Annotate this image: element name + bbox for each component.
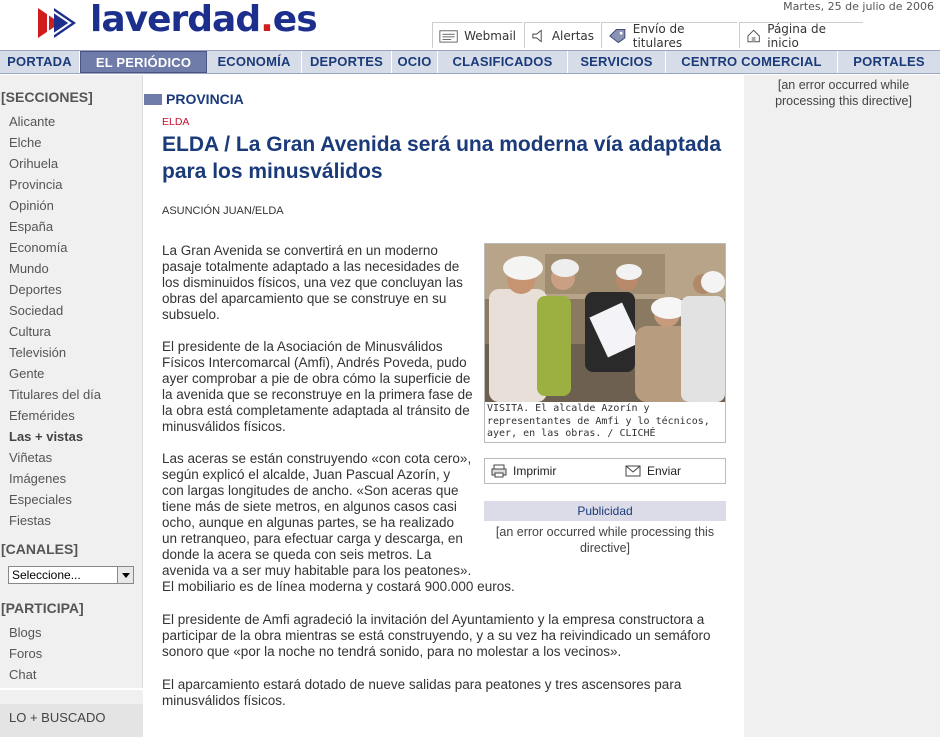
- article-tools: [484, 458, 726, 484]
- sidebar-item-economia[interactable]: Economía: [9, 240, 68, 255]
- article-byline: ASUNCIÓN JUAN/ELDA: [162, 205, 284, 217]
- secciones-list: [0, 111, 143, 531]
- send-button[interactable]: [625, 464, 681, 478]
- section-heading: [144, 91, 244, 107]
- logo-arrows-icon: [34, 2, 90, 44]
- participa-list: [0, 622, 143, 685]
- article-paragraph-5: El aparcamiento estará dotado de nueve salidas para peatones y tres ascensores para minusválidos físicos.: [162, 677, 682, 708]
- lo-mas-buscado-tab[interactable]: [0, 688, 143, 737]
- canales-title: [CANALES]: [1, 541, 78, 557]
- alertas-link[interactable]: [524, 22, 600, 48]
- print-label: Imprimir: [513, 464, 557, 478]
- nav-economia[interactable]: ECONOMÍA: [207, 51, 302, 73]
- webmail-label: Webmail: [464, 28, 516, 43]
- envio-titulares-link[interactable]: [601, 22, 737, 48]
- photo-caption: VISITA. El alcalde Azorín y representantes de Amfi y lo técnicos, ayer, en las obras. / CLICHÉ: [487, 403, 710, 439]
- site-logo[interactable]: [34, 2, 324, 44]
- sidebar-item-elche[interactable]: Elche: [9, 135, 42, 150]
- nav-el-periodico[interactable]: EL PERIÓDICO: [80, 51, 207, 73]
- home-icon: [746, 28, 761, 44]
- sidebar-item-foros[interactable]: Foros: [9, 646, 43, 661]
- article-headline: ELDA / La Gran Avenida será una moderna vía adaptada para los minusválidos: [162, 133, 722, 183]
- nav-centro-comercial[interactable]: CENTRO COMERCIAL: [666, 51, 838, 73]
- tag-icon: [608, 28, 627, 44]
- right-column-error: [an error occurred while processing this directive]: [775, 78, 912, 108]
- canales-select[interactable]: [8, 566, 134, 584]
- sidebar-item-cultura[interactable]: Cultura: [9, 324, 51, 339]
- nav-portales[interactable]: PORTALES: [853, 54, 925, 69]
- sidebar-item-chat[interactable]: Chat: [9, 667, 37, 682]
- lo-mas-buscado-label: LO + BUSCADO: [9, 710, 106, 725]
- tab-cap: [0, 690, 143, 704]
- sidebar-item-sociedad[interactable]: Sociedad: [9, 303, 64, 318]
- current-date: Martes, 25 de julio de 2006: [783, 0, 934, 13]
- webmail-link[interactable]: [432, 22, 522, 48]
- sidebar-item-vinetas[interactable]: Viñetas: [9, 450, 53, 465]
- right-column: [744, 75, 940, 737]
- nav-deportes[interactable]: DEPORTES: [302, 51, 392, 73]
- canales-select-value: Seleccione...: [12, 568, 81, 582]
- nav-clasificados[interactable]: CLASIFICADOS: [438, 51, 568, 73]
- section-bar: [144, 94, 162, 105]
- sidebar-item-mundo[interactable]: Mundo: [9, 261, 49, 276]
- sidebar-item-gente[interactable]: Gente: [9, 366, 45, 381]
- sidebar-item-las-mas-vistas[interactable]: Las + vistas: [9, 429, 84, 444]
- print-button[interactable]: [491, 464, 556, 478]
- sidebar-item-efemerides[interactable]: Efemérides: [9, 408, 75, 423]
- pagina-inicio-link[interactable]: [739, 22, 863, 48]
- speaker-icon: [531, 28, 546, 44]
- logo-text: laverdad.es: [90, 0, 317, 40]
- alertas-label: Alertas: [551, 28, 594, 43]
- construction-workers-photo: [485, 244, 725, 402]
- envio-titulares-label: Envío de titulares: [632, 21, 685, 50]
- sidebar-item-blogs[interactable]: Blogs: [9, 625, 42, 640]
- printer-icon: [491, 464, 507, 478]
- sidebar-item-television[interactable]: Televisión: [9, 345, 67, 360]
- article-place: ELDA: [162, 116, 190, 128]
- sidebar-item-espana[interactable]: España: [9, 219, 54, 234]
- left-sidebar: [0, 75, 143, 737]
- send-label: Enviar: [647, 464, 682, 478]
- sidebar-item-opinion[interactable]: Opinión: [9, 198, 54, 213]
- main-nav: [0, 50, 940, 74]
- publicidad-header: Publicidad: [484, 501, 726, 521]
- article-paragraph-4: El presidente de Amfi agradeció la invitación del Ayuntamiento y la empresa constructora a participar de la obra mientras se está construyendo, y a su vez ha reivindicado un semáforo sonoro que «por la noche no tendrá sonido, para no molestar a los vecinos».: [162, 612, 711, 659]
- publicidad-error: [an error occurred while processing this directive]: [495, 525, 715, 555]
- sidebar-item-especiales[interactable]: Especiales: [9, 492, 72, 507]
- webmail-icon: [439, 28, 458, 44]
- sidebar-item-fiestas[interactable]: Fiestas: [9, 513, 51, 528]
- nav-servicios[interactable]: SERVICIOS: [568, 51, 666, 73]
- sidebar-item-provincia[interactable]: Provincia: [9, 177, 63, 192]
- section-label: PROVINCIA: [166, 91, 244, 107]
- secciones-title: [SECCIONES]: [1, 89, 93, 105]
- chevron-down-icon[interactable]: [117, 567, 133, 583]
- article-paragraph-1: La Gran Avenida se convertirá en un moderno pasaje totalmente adaptado a las necesidades de los disminuidos físicos, una vez que concluyan las obras del aparcamiento que se construye en su subsuelo.: [162, 243, 463, 322]
- envelope-icon: [625, 465, 641, 477]
- sidebar-item-alicante[interactable]: Alicante: [9, 114, 56, 129]
- article-paragraph-2: El presidente de la Asociación de Minusválidos Físicos Intercomarcal (Amfi), Andrés Poveda, pudo ayer comprobar a pie de obra cómo la superficie de la avenida que se reconstruye en la primera fase de la obra está completamente adaptada al tránsito de minusválidos físicos.: [162, 339, 473, 434]
- sidebar-item-orihuela[interactable]: Orihuela: [9, 156, 59, 171]
- pagina-inicio-label: Página de inicio: [767, 21, 827, 50]
- nav-portada[interactable]: PORTADA: [0, 51, 80, 73]
- participa-title: [PARTICIPA]: [1, 600, 84, 616]
- sidebar-item-deportes[interactable]: Deportes: [9, 282, 62, 297]
- article-paragraph-3-text: Las aceras se están construyendo «con cota cero», según explicó el alcalde, Juan Pascual Azorín, y con largas longitudes de ancho. «Son aceras que tiene más de siete metros, en algunos casos casi ocho, aunque en algunas partes, se ha realizado un retranqueo, para efectuar carga y descarga, en donde la acera se queda con seis metros. La avenida va a ser muy habitable para los peatones». El mobiliario es de línea moderna y costará 900.000 euros.: [162, 451, 515, 594]
- article-photo[interactable]: [485, 244, 725, 402]
- nav-ocio[interactable]: OCIO: [392, 51, 438, 73]
- sidebar-item-imagenes[interactable]: Imágenes: [9, 471, 67, 486]
- sidebar-item-titulares[interactable]: Titulares del día: [9, 387, 102, 402]
- photo-box: [484, 243, 726, 443]
